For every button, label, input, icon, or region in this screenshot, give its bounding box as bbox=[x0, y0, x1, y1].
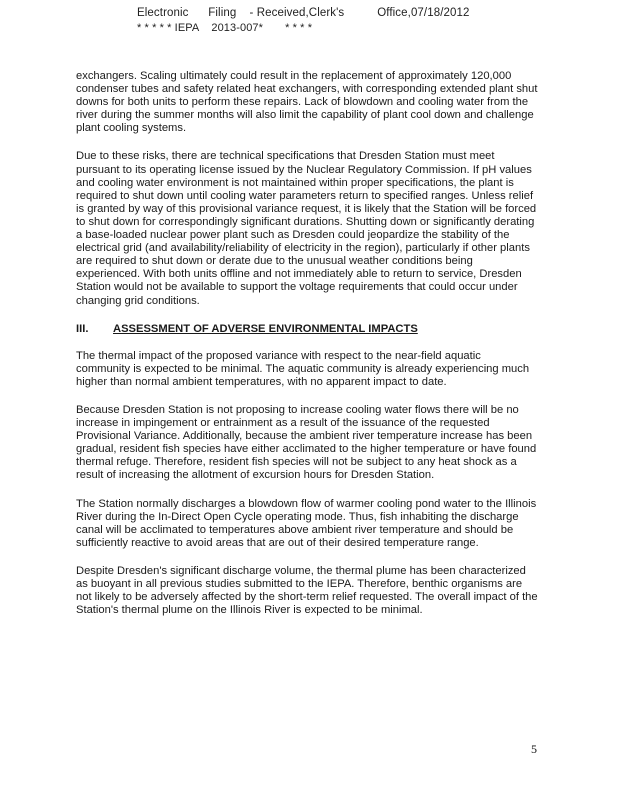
paragraph-thermal-plume: Despite Dresden's significant discharge volume, the thermal plume has been characterized as buoyant in all previous studies submitted to the IEPA. Therefore, benthic organisms are not likely to be adversely affected by the short-term relief requested. The overall impact of the Station's thermal plume on the Illinois River is expected to be minimal. bbox=[76, 564, 538, 617]
paragraph-risks: Due to these risks, there are technical specifications that Dresden Station must meet pursuant to its operating license issued by the Nuclear Regulatory Commission. If pH values and cooling water environment is not maintained within proper specifications, the plant is required to shut down until cooling water parameters return to specified ranges. Unless relief is granted by way of this provisional variance request, it is likely that the Station will be forced to shut down for correspondingly significant durations. Shutting down or significantly derating a base-loaded nuclear power plant such as Dresden could jeopardize the stability of the electrical grid (and availability/reliability of electricity in the region), particularly if other plants are required to shut down or derate due to the unusual weather conditions being experienced. With both units offline and not immediately able to return to service, Dresden Station would not be available to support the voltage requirements that could occur under changing grid conditions. bbox=[76, 150, 537, 307]
paragraph-exchangers: exchangers. Scaling ultimately could result in the replacement of approximately 120,000 condenser tubes and safety related heat exchangers, with corresponding extended plant shut downs for both units to perform these repairs. Lack of blowdown and cooling water from the river during the summer months will also limit the capability of plant cool down and challenge plant cooling systems. bbox=[76, 70, 538, 135]
section-number: III. bbox=[76, 322, 89, 335]
section-title: ASSESSMENT OF ADVERSE ENVIRONMENTAL IMPACTS bbox=[113, 322, 418, 335]
section-heading bbox=[76, 323, 538, 336]
filing-stamp-line-1: Electronic Filing - Received,Clerk's Office,07/18/2012 bbox=[137, 7, 470, 19]
paragraph-blowdown: The Station normally discharges a blowdown flow of warmer cooling pond water to the Illinois River during the In-Direct Open Cycle operating mode. Thus, fish inhabiting the discharge canal will be acclimated to temperatures above ambient river temperature and should be sufficiently reactive to avoid areas that are out of their desired temperature range. bbox=[76, 497, 537, 549]
paragraph-impingement: Because Dresden Station is not proposing to increase cooling water flows there will be no increase in impingement or entrainment as a result of the issuance of the requested Provisional Variance. Additionally, because the ambient river temperature increase has been gradual, resident fish species have either acclimated to the higher temperature or have found thermal refuge. Therefore, resident fish species will not be subject to any heat shock as a result of increasing the allotment of excursion hours for Dresden Station. bbox=[76, 403, 537, 482]
filing-stamp-line-2: * * * * * IEPA 2013-007* * * * * bbox=[137, 22, 313, 34]
page-number: 5 bbox=[531, 742, 537, 756]
paragraph-thermal-impact: The thermal impact of the proposed variance with respect to the near-field aquatic community is expected to be minimal. The aquatic community is already experiencing much higher than normal ambient temperatures, with no apparent impact to date. bbox=[76, 349, 530, 388]
document-body bbox=[76, 70, 538, 632]
